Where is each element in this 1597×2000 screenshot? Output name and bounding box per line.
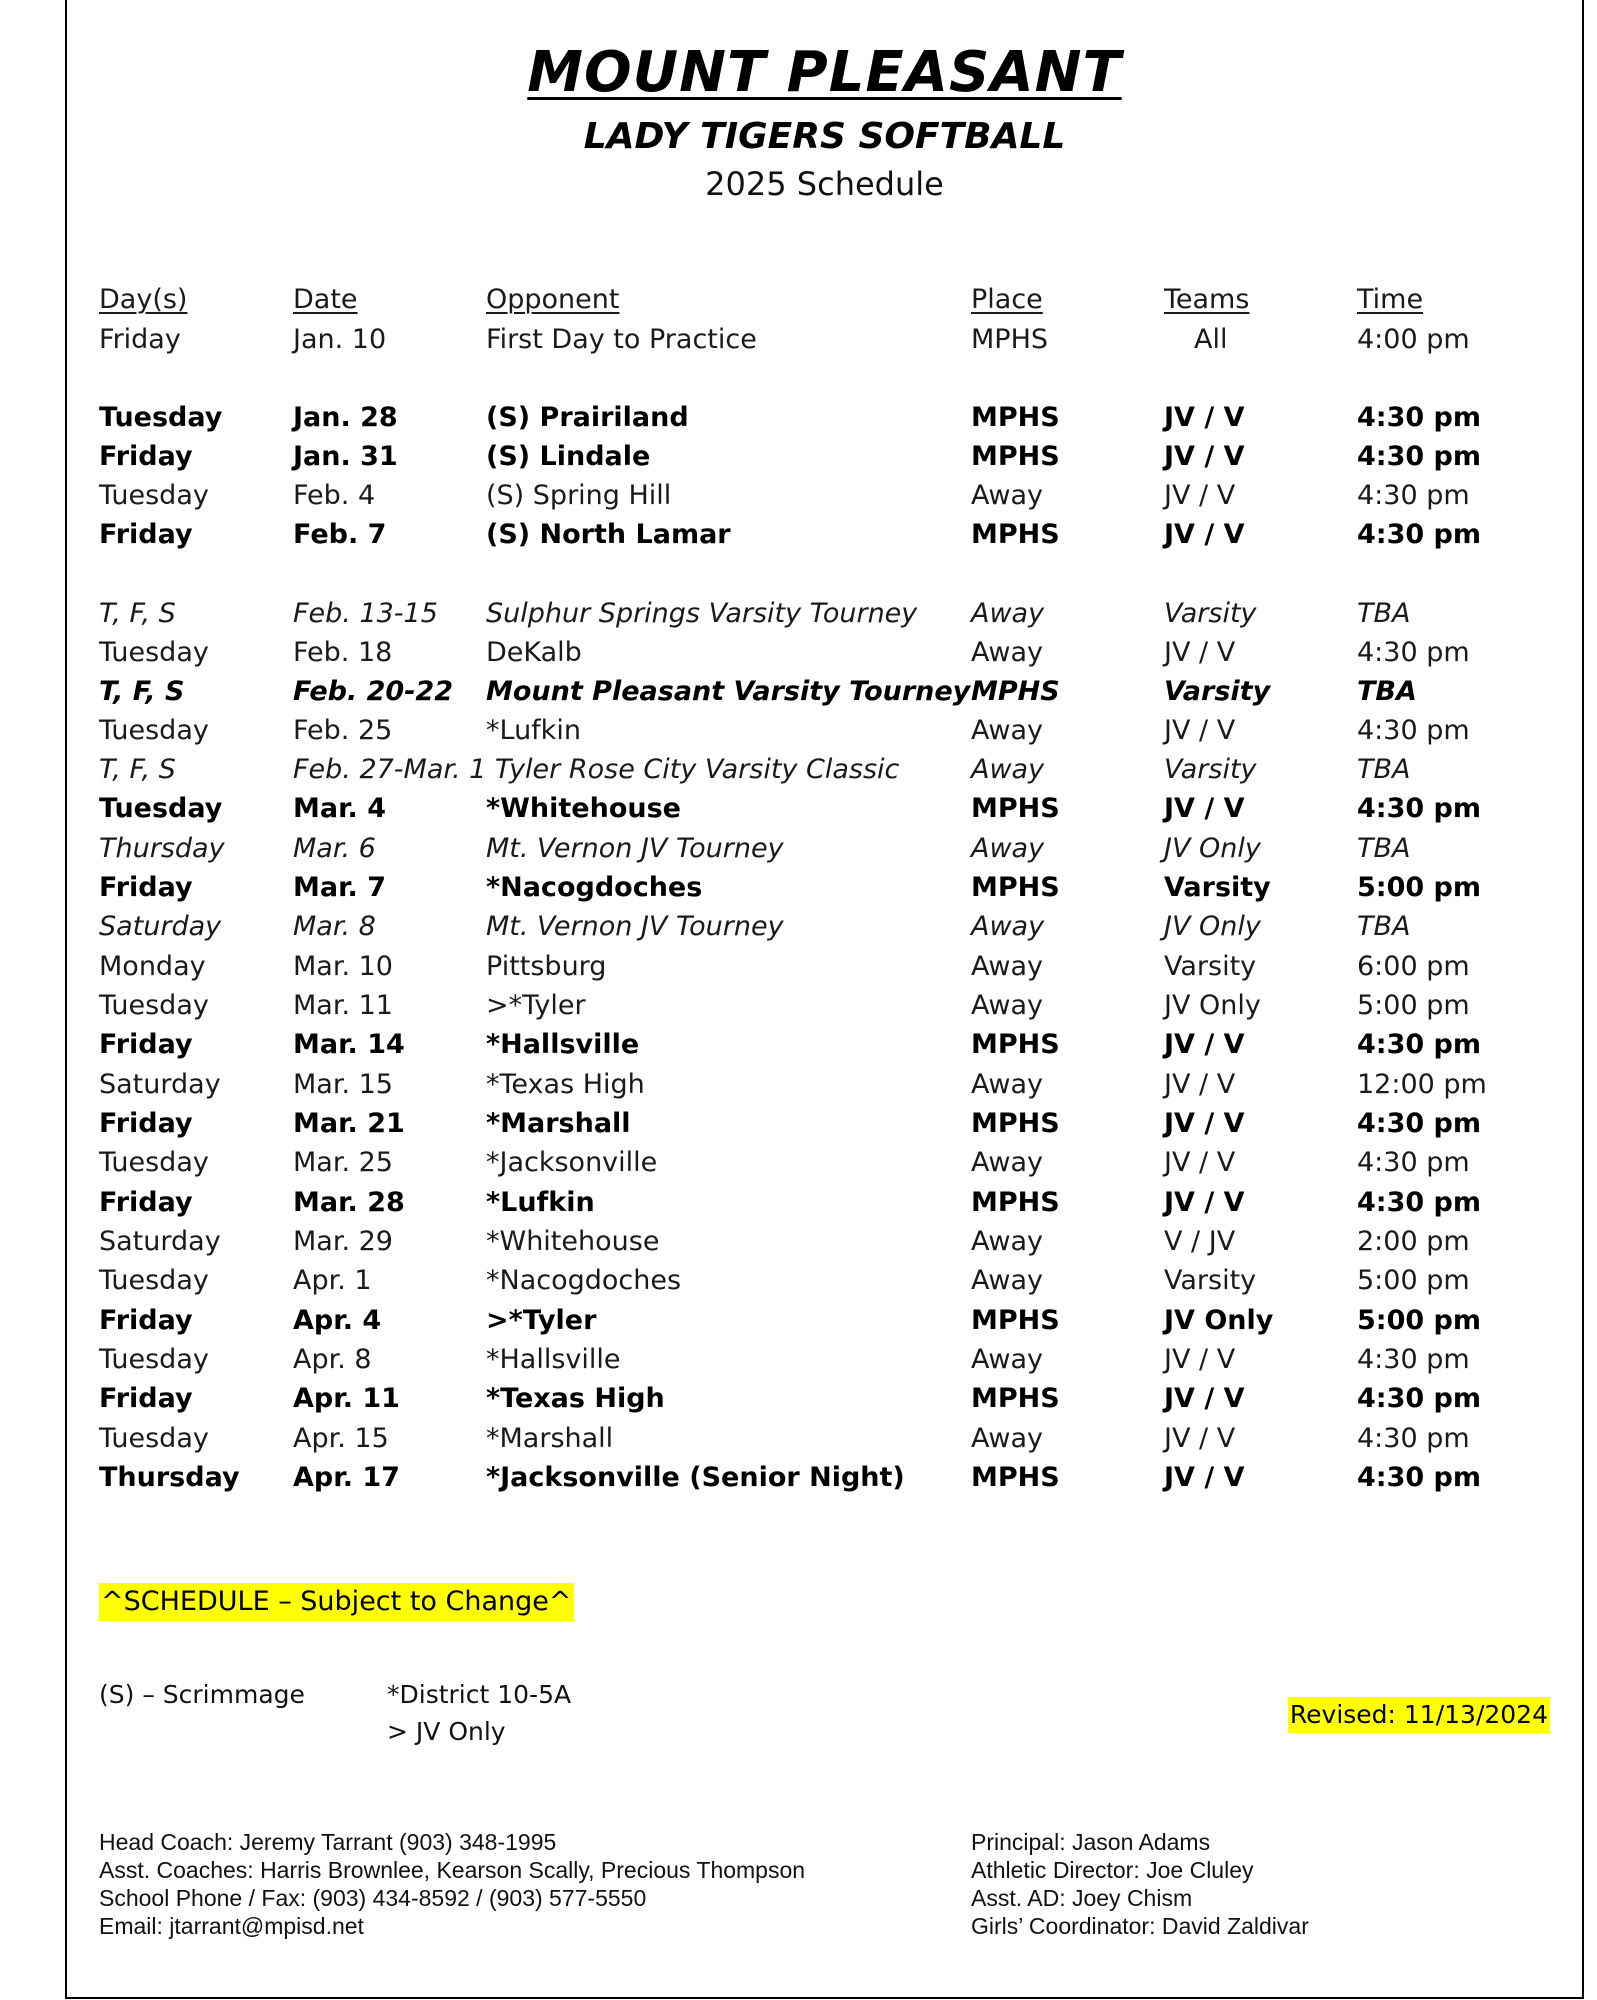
cell-date: Mar. 29 xyxy=(293,1226,393,1257)
cell-time: TBA xyxy=(1357,754,1411,785)
cell-place: Away xyxy=(971,637,1043,668)
cell-place: MPHS xyxy=(971,1108,1060,1139)
cell-opponent: *Texas High xyxy=(486,1383,665,1414)
cell-place: Away xyxy=(971,951,1043,982)
cell-opponent: *Lufkin xyxy=(486,1187,595,1218)
cell-date: Mar. 10 xyxy=(293,951,393,982)
cell-date: Mar. 8 xyxy=(293,911,376,942)
cell-day: Friday xyxy=(99,1305,193,1336)
col-header-opponent: Opponent xyxy=(486,284,620,315)
cell-day: Friday xyxy=(99,324,181,355)
cell-opponent: *Nacogdoches xyxy=(486,872,703,903)
cell-day: Tuesday xyxy=(99,793,223,824)
cell-date: Apr. 8 xyxy=(293,1344,372,1375)
cell-teams: JV / V xyxy=(1164,402,1245,433)
cell-time: 4:30 pm xyxy=(1357,1029,1482,1060)
cell-teams: JV / V xyxy=(1164,1187,1245,1218)
cell-time: 2:00 pm xyxy=(1357,1226,1470,1257)
cell-time: 4:30 pm xyxy=(1357,1462,1482,1493)
principal: Principal: Jason Adams xyxy=(971,1829,1211,1855)
head-coach: Head Coach: Jeremy Tarrant (903) 348-1995 xyxy=(99,1829,557,1855)
cell-date: Feb. 13-15 xyxy=(293,598,438,629)
cell-teams: Varsity xyxy=(1164,951,1257,982)
cell-opponent: (S) North Lamar xyxy=(486,519,731,550)
cell-opponent: *Lufkin xyxy=(486,715,581,746)
cell-place: MPHS xyxy=(971,324,1049,355)
cell-opponent: *Jacksonville (Senior Night) xyxy=(486,1462,905,1493)
cell-teams: JV / V xyxy=(1164,1069,1236,1100)
cell-teams: Varsity xyxy=(1164,1265,1257,1296)
cell-place: Away xyxy=(971,1147,1043,1178)
table-row xyxy=(99,518,1559,552)
cell-time: 4:00 pm xyxy=(1357,324,1470,355)
cell-date: Mar. 11 xyxy=(293,990,393,1021)
table-row xyxy=(99,1461,1559,1495)
cell-teams: JV / V xyxy=(1164,715,1236,746)
cell-opponent: DeKalb xyxy=(486,637,582,668)
cell-teams: JV / V xyxy=(1164,637,1236,668)
cell-place: Away xyxy=(971,1344,1043,1375)
cell-teams: JV Only xyxy=(1164,990,1261,1021)
legend-district: *District 10-5A xyxy=(387,1680,572,1709)
cell-date: Mar. 25 xyxy=(293,1147,393,1178)
cell-time: 4:30 pm xyxy=(1357,715,1470,746)
asst-coaches: Asst. Coaches: Harris Brownlee, Kearson Scally, Precious Thompson xyxy=(99,1857,806,1883)
table-row xyxy=(99,871,1559,905)
cell-day: Thursday xyxy=(99,833,225,864)
cell-teams: JV / V xyxy=(1164,441,1245,472)
cell-time: 4:30 pm xyxy=(1357,1147,1470,1178)
season-label: 2025 Schedule xyxy=(705,165,944,203)
cell-day: Friday xyxy=(99,1029,193,1060)
cell-day: T, F, S xyxy=(99,676,185,707)
cell-time: 6:00 pm xyxy=(1357,951,1470,982)
cell-opponent: Sulphur Springs Varsity Tourney xyxy=(486,598,918,629)
cell-opponent: *Hallsville xyxy=(486,1029,640,1060)
cell-teams: V / JV xyxy=(1164,1226,1236,1257)
cell-teams: JV / V xyxy=(1164,1029,1245,1060)
cell-day: Tuesday xyxy=(99,1423,209,1454)
table-row xyxy=(99,1107,1559,1141)
cell-day: Saturday xyxy=(99,1226,221,1257)
email: Email: jtarrant@mpisd.net xyxy=(99,1913,364,1939)
cell-time: 4:30 pm xyxy=(1357,1187,1482,1218)
cell-day: Monday xyxy=(99,951,206,982)
cell-place: Away xyxy=(971,911,1045,942)
cell-place: MPHS xyxy=(971,1187,1060,1218)
table-row xyxy=(99,753,1559,787)
table-row xyxy=(99,1028,1559,1062)
cell-date: Mar. 7 xyxy=(293,872,386,903)
cell-day: Saturday xyxy=(99,1069,221,1100)
cell-day: Tuesday xyxy=(99,715,209,746)
cell-opponent: (S) Prairiland xyxy=(486,402,689,433)
schedule-page xyxy=(65,0,1584,1999)
table-row xyxy=(99,1068,1559,1102)
cell-place: MPHS xyxy=(971,1462,1060,1493)
cell-time: 5:00 pm xyxy=(1357,872,1482,903)
cell-date: Apr. 17 xyxy=(293,1462,400,1493)
cell-date: Feb. 18 xyxy=(293,637,393,668)
cell-day: Friday xyxy=(99,1108,193,1139)
cell-place: Away xyxy=(971,598,1045,629)
cell-date: Apr. 11 xyxy=(293,1383,400,1414)
table-row xyxy=(99,950,1559,984)
cell-teams: JV / V xyxy=(1164,1462,1245,1493)
page-title: MOUNT PLEASANT xyxy=(527,40,1122,105)
cell-teams: JV Only xyxy=(1164,1305,1274,1336)
cell-teams: Varsity xyxy=(1164,598,1257,629)
cell-teams: Varsity xyxy=(1164,754,1257,785)
cell-time: 4:30 pm xyxy=(1357,519,1482,550)
table-row xyxy=(99,714,1559,748)
asst-ad: Asst. AD: Joey Chism xyxy=(971,1885,1193,1911)
cell-place: MPHS xyxy=(971,519,1060,550)
table-row xyxy=(99,910,1559,944)
cell-time: 4:30 pm xyxy=(1357,793,1482,824)
cell-date: Jan. 28 xyxy=(293,402,398,433)
contacts-left xyxy=(99,1828,805,1940)
cell-teams: JV / V xyxy=(1164,1383,1245,1414)
cell-teams: JV / V xyxy=(1164,1344,1236,1375)
cell-day: Tuesday xyxy=(99,990,209,1021)
cell-opponent: *Marshall xyxy=(486,1423,614,1454)
cell-day: Tuesday xyxy=(99,637,209,668)
revised-date: Revised: 11/13/2024 xyxy=(1288,1697,1550,1733)
col-header-date: Date xyxy=(293,284,358,315)
cell-opponent: Pittsburg xyxy=(486,951,607,982)
cell-opponent: Mount Pleasant Varsity Tourney xyxy=(486,676,971,707)
cell-date: Mar. 28 xyxy=(293,1187,405,1218)
cell-opponent: *Marshall xyxy=(486,1108,631,1139)
cell-opponent: *Whitehouse xyxy=(486,1226,660,1257)
legend-scrimmage: (S) – Scrimmage xyxy=(99,1680,305,1709)
table-row xyxy=(99,323,1559,357)
cell-place: Away xyxy=(971,715,1043,746)
cell-date: Apr. 1 xyxy=(293,1265,372,1296)
cell-place: MPHS xyxy=(971,1305,1060,1336)
table-row xyxy=(99,1146,1559,1180)
cell-day: Thursday xyxy=(99,1462,240,1493)
table-row xyxy=(99,675,1559,709)
cell-date: Feb. 7 xyxy=(293,519,387,550)
cell-date: Feb. 4 xyxy=(293,480,376,511)
cell-date: Mar. 21 xyxy=(293,1108,405,1139)
table-row xyxy=(99,989,1559,1023)
cell-place: Away xyxy=(971,754,1045,785)
cell-day: Saturday xyxy=(99,911,222,942)
contacts-right xyxy=(971,1828,1309,1940)
cell-time: 4:30 pm xyxy=(1357,1423,1470,1454)
cell-place: MPHS xyxy=(971,402,1060,433)
cell-place: MPHS xyxy=(971,441,1060,472)
cell-day: Friday xyxy=(99,519,193,550)
table-row xyxy=(99,1422,1559,1456)
cell-time: 5:00 pm xyxy=(1357,1305,1482,1336)
girls-coordinator: Girls’ Coordinator: David Zaldivar xyxy=(971,1913,1309,1939)
cell-opponent: >*Tyler xyxy=(486,990,586,1021)
cell-opponent: First Day to Practice xyxy=(486,324,757,355)
cell-time: 4:30 pm xyxy=(1357,1108,1482,1139)
cell-time: TBA xyxy=(1357,676,1417,707)
cell-place: Away xyxy=(971,1265,1043,1296)
cell-date: Mar. 14 xyxy=(293,1029,405,1060)
table-row xyxy=(99,1186,1559,1220)
cell-date: Apr. 15 xyxy=(293,1423,389,1454)
cell-date: Feb. 25 xyxy=(293,715,393,746)
cell-time: 4:30 pm xyxy=(1357,480,1470,511)
subject-to-change-note: ^SCHEDULE – Subject to Change^ xyxy=(99,1583,574,1621)
cell-time: 4:30 pm xyxy=(1357,402,1482,433)
cell-opponent: Mt. Vernon JV Tourney xyxy=(486,911,784,942)
cell-day: T, F, S xyxy=(99,598,176,629)
cell-teams: Varsity xyxy=(1164,676,1271,707)
table-row xyxy=(99,1264,1559,1298)
cell-teams: JV / V xyxy=(1164,793,1245,824)
cell-time: 4:30 pm xyxy=(1357,1383,1482,1414)
cell-day: Tuesday xyxy=(99,480,209,511)
cell-date: Feb. 27-Mar. 1 Tyler Rose City Varsity Classic xyxy=(293,754,900,785)
cell-time: TBA xyxy=(1357,911,1411,942)
cell-teams: JV / V xyxy=(1164,480,1236,511)
cell-day: Tuesday xyxy=(99,1147,209,1178)
cell-day: T, F, S xyxy=(99,754,176,785)
cell-time: 4:30 pm xyxy=(1357,1344,1470,1375)
legend-jv-only: > JV Only xyxy=(387,1717,506,1746)
table-row xyxy=(99,479,1559,513)
cell-date: Mar. 6 xyxy=(293,833,376,864)
cell-date: Apr. 4 xyxy=(293,1305,382,1336)
cell-teams: JV / V xyxy=(1164,1423,1236,1454)
cell-teams: JV / V xyxy=(1164,1108,1245,1139)
cell-teams: JV / V xyxy=(1164,1147,1236,1178)
cell-date: Jan. 10 xyxy=(293,324,387,355)
cell-opponent: (S) Spring Hill xyxy=(486,480,672,511)
cell-place: Away xyxy=(971,990,1043,1021)
cell-date: Jan. 31 xyxy=(293,441,398,472)
cell-place: Away xyxy=(971,1069,1043,1100)
cell-place: MPHS xyxy=(971,793,1060,824)
cell-day: Tuesday xyxy=(99,1265,209,1296)
cell-place: Away xyxy=(971,1226,1043,1257)
table-row xyxy=(99,792,1559,826)
cell-teams: JV / V xyxy=(1164,519,1245,550)
cell-time: 5:00 pm xyxy=(1357,990,1470,1021)
cell-day: Friday xyxy=(99,1187,193,1218)
col-header-time: Time xyxy=(1357,284,1424,315)
cell-date: Mar. 4 xyxy=(293,793,386,824)
cell-teams: JV Only xyxy=(1164,911,1261,942)
cell-opponent: (S) Lindale xyxy=(486,441,651,472)
cell-place: MPHS xyxy=(971,872,1060,903)
table-row xyxy=(99,1382,1559,1416)
table-row xyxy=(99,597,1559,631)
cell-day: Friday xyxy=(99,441,193,472)
table-row xyxy=(99,1343,1559,1377)
cell-place: MPHS xyxy=(971,1383,1060,1414)
table-row xyxy=(99,1304,1559,1338)
cell-place: MPHS xyxy=(971,676,1060,707)
cell-day: Friday xyxy=(99,1383,193,1414)
cell-place: MPHS xyxy=(971,1029,1060,1060)
cell-date: Mar. 15 xyxy=(293,1069,393,1100)
cell-day: Friday xyxy=(99,872,193,903)
table-row xyxy=(99,440,1559,474)
school-phone: School Phone / Fax: (903) 434-8592 / (903) 577-5550 xyxy=(99,1885,647,1911)
cell-opponent: *Whitehouse xyxy=(486,793,681,824)
cell-date: Feb. 20-22 xyxy=(293,676,453,707)
page-subtitle: LADY TIGERS SOFTBALL xyxy=(583,116,1066,157)
cell-opponent: >*Tyler xyxy=(486,1305,597,1336)
cell-teams: JV Only xyxy=(1164,833,1261,864)
col-header-teams: Teams xyxy=(1164,284,1250,315)
cell-time: TBA xyxy=(1357,598,1411,629)
cell-opponent: *Nacogdoches xyxy=(486,1265,682,1296)
cell-time: TBA xyxy=(1357,833,1411,864)
cell-place: Away xyxy=(971,833,1045,864)
cell-day: Tuesday xyxy=(99,1344,209,1375)
cell-day: Tuesday xyxy=(99,402,223,433)
cell-opponent: *Jacksonville xyxy=(486,1147,658,1178)
col-header-days: Day(s) xyxy=(99,284,188,315)
col-header-place: Place xyxy=(971,284,1043,315)
athletic-director: Athletic Director: Joe Cluley xyxy=(971,1857,1254,1883)
cell-teams: All xyxy=(1194,324,1228,355)
cell-place: Away xyxy=(971,480,1043,511)
table-row xyxy=(99,401,1559,435)
cell-opponent: Mt. Vernon JV Tourney xyxy=(486,833,784,864)
cell-place: Away xyxy=(971,1423,1043,1454)
table-header xyxy=(99,283,1559,317)
cell-time: 4:30 pm xyxy=(1357,637,1470,668)
cell-time: 5:00 pm xyxy=(1357,1265,1470,1296)
table-row xyxy=(99,636,1559,670)
table-row xyxy=(99,1225,1559,1259)
cell-teams: Varsity xyxy=(1164,872,1271,903)
cell-opponent: *Texas High xyxy=(486,1069,645,1100)
cell-time: 12:00 pm xyxy=(1357,1069,1487,1100)
table-row xyxy=(99,832,1559,866)
cell-time: 4:30 pm xyxy=(1357,441,1482,472)
cell-opponent: *Hallsville xyxy=(486,1344,621,1375)
